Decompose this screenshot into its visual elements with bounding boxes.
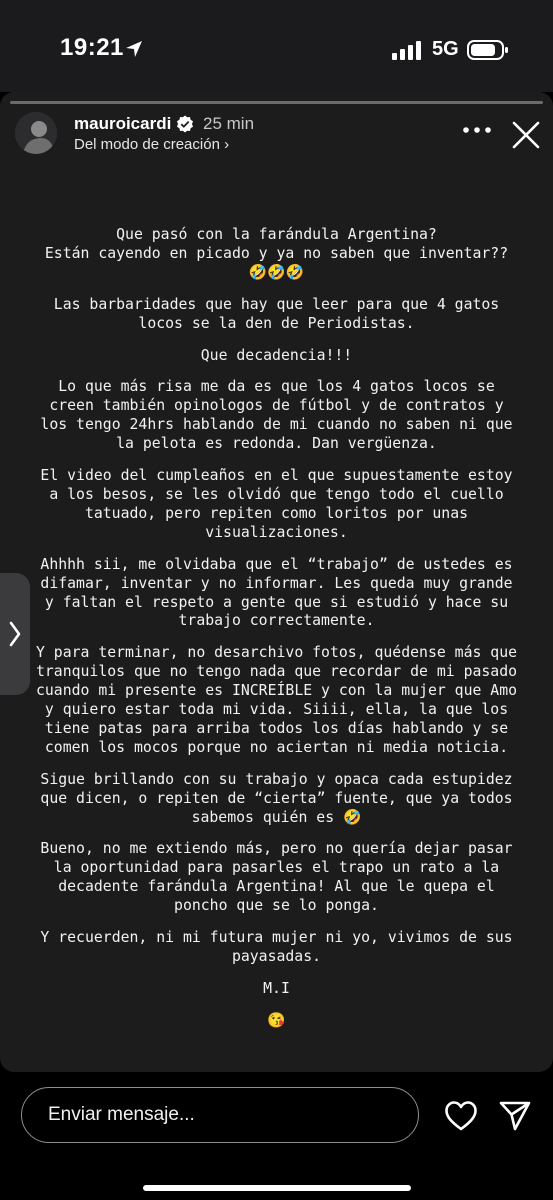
story-paragraph: Las barbaridades que hay que leer para que 4 gatos locos se la den de Periodistas.: [53, 295, 500, 332]
location-arrow-icon: [124, 39, 144, 59]
send-icon[interactable]: [498, 1100, 532, 1132]
cellular-signal-icon: [392, 40, 422, 60]
story-paragraph: Ahhhh sii, me olvidaba que el “trabajo” de ustedes es difamar, inventar y no informar. Les queda muy grande y faltan el respeto a gente que si estudió y hace su trabajo correctamente.: [40, 555, 513, 630]
story-paragraph: Lo que más risa me da es que los 4 gatos locos se creen también opinologos de fútbol y de contratos y los tengo 24hrs hablando de mi cuando no saben ni que la pelota es redonda. Dan vergüenza.: [40, 378, 513, 453]
story-time-ago: 25 min: [203, 114, 255, 133]
status-bar: [0, 0, 553, 92]
story-emoji: 😘: [267, 1011, 286, 1029]
story-paragraph: Bueno, no me extiendo más, pero no quería dejar pasar la oportunidad para pasarles el trapo un rato a la decadente farándula Argentina! Al que le quepa el poncho que se lo ponga.: [40, 840, 513, 915]
chevron-right-icon: [8, 621, 22, 647]
more-options-icon[interactable]: [462, 124, 492, 136]
story-progress-bar: [10, 101, 543, 104]
story-paragraph: Y recuerden, ni mi futura mujer ni yo, vivimos de sus payasadas.: [40, 929, 513, 965]
story-paragraph: Que decadencia!!!: [200, 346, 353, 364]
message-input[interactable]: [21, 1087, 419, 1143]
home-indicator: [143, 1185, 411, 1191]
battery-icon: [467, 39, 509, 61]
story-signature: M.I: [263, 979, 290, 997]
creation-mode-link[interactable]: Del modo de creación ›: [74, 136, 230, 153]
username[interactable]: mauroicardi: [74, 114, 172, 133]
reply-bar: [0, 1072, 553, 1200]
story-text: [0, 226, 553, 1044]
story-paragraph: El video del cumpleaños en el que supuestamente estoy a los besos, se les olvidó que tengo todo el cuello tatuado, pero repiten como loritos por unas visualizaciones.: [40, 467, 513, 541]
avatar-image: [15, 112, 57, 154]
verified-badge-icon: [176, 115, 194, 133]
status-time: 19:21: [60, 34, 124, 61]
story-paragraph: Y para terminar, no desarchivo fotos, quédense más que tranquilos que no tengo nada que recordar de mi pasado cuando mi presente es INCREÍBLE y con la mujer que Amo y quiero estar toda mi vida. Siiii, ella, la que los tiene patas para arriba todos los días hablando y se comen los mocos porque no aciertan ni media noticia.: [35, 644, 518, 756]
story-paragraph: Que pasó con la farándula Argentina? Están cayendo en picado y ya no saben que inventar?? 🤣🤣🤣: [44, 226, 509, 281]
close-icon[interactable]: [511, 120, 541, 150]
heart-icon[interactable]: [444, 1100, 478, 1132]
network-type: 5G: [432, 38, 459, 60]
next-story-handle[interactable]: [0, 573, 30, 695]
avatar[interactable]: [15, 112, 57, 154]
story-card[interactable]: [0, 92, 553, 1072]
story-paragraph: Sigue brillando con su trabajo y opaca cada estupidez que dicen, o repiten de “cierta” fuente, que ya todos sabemos quién es 🤣: [40, 770, 513, 826]
